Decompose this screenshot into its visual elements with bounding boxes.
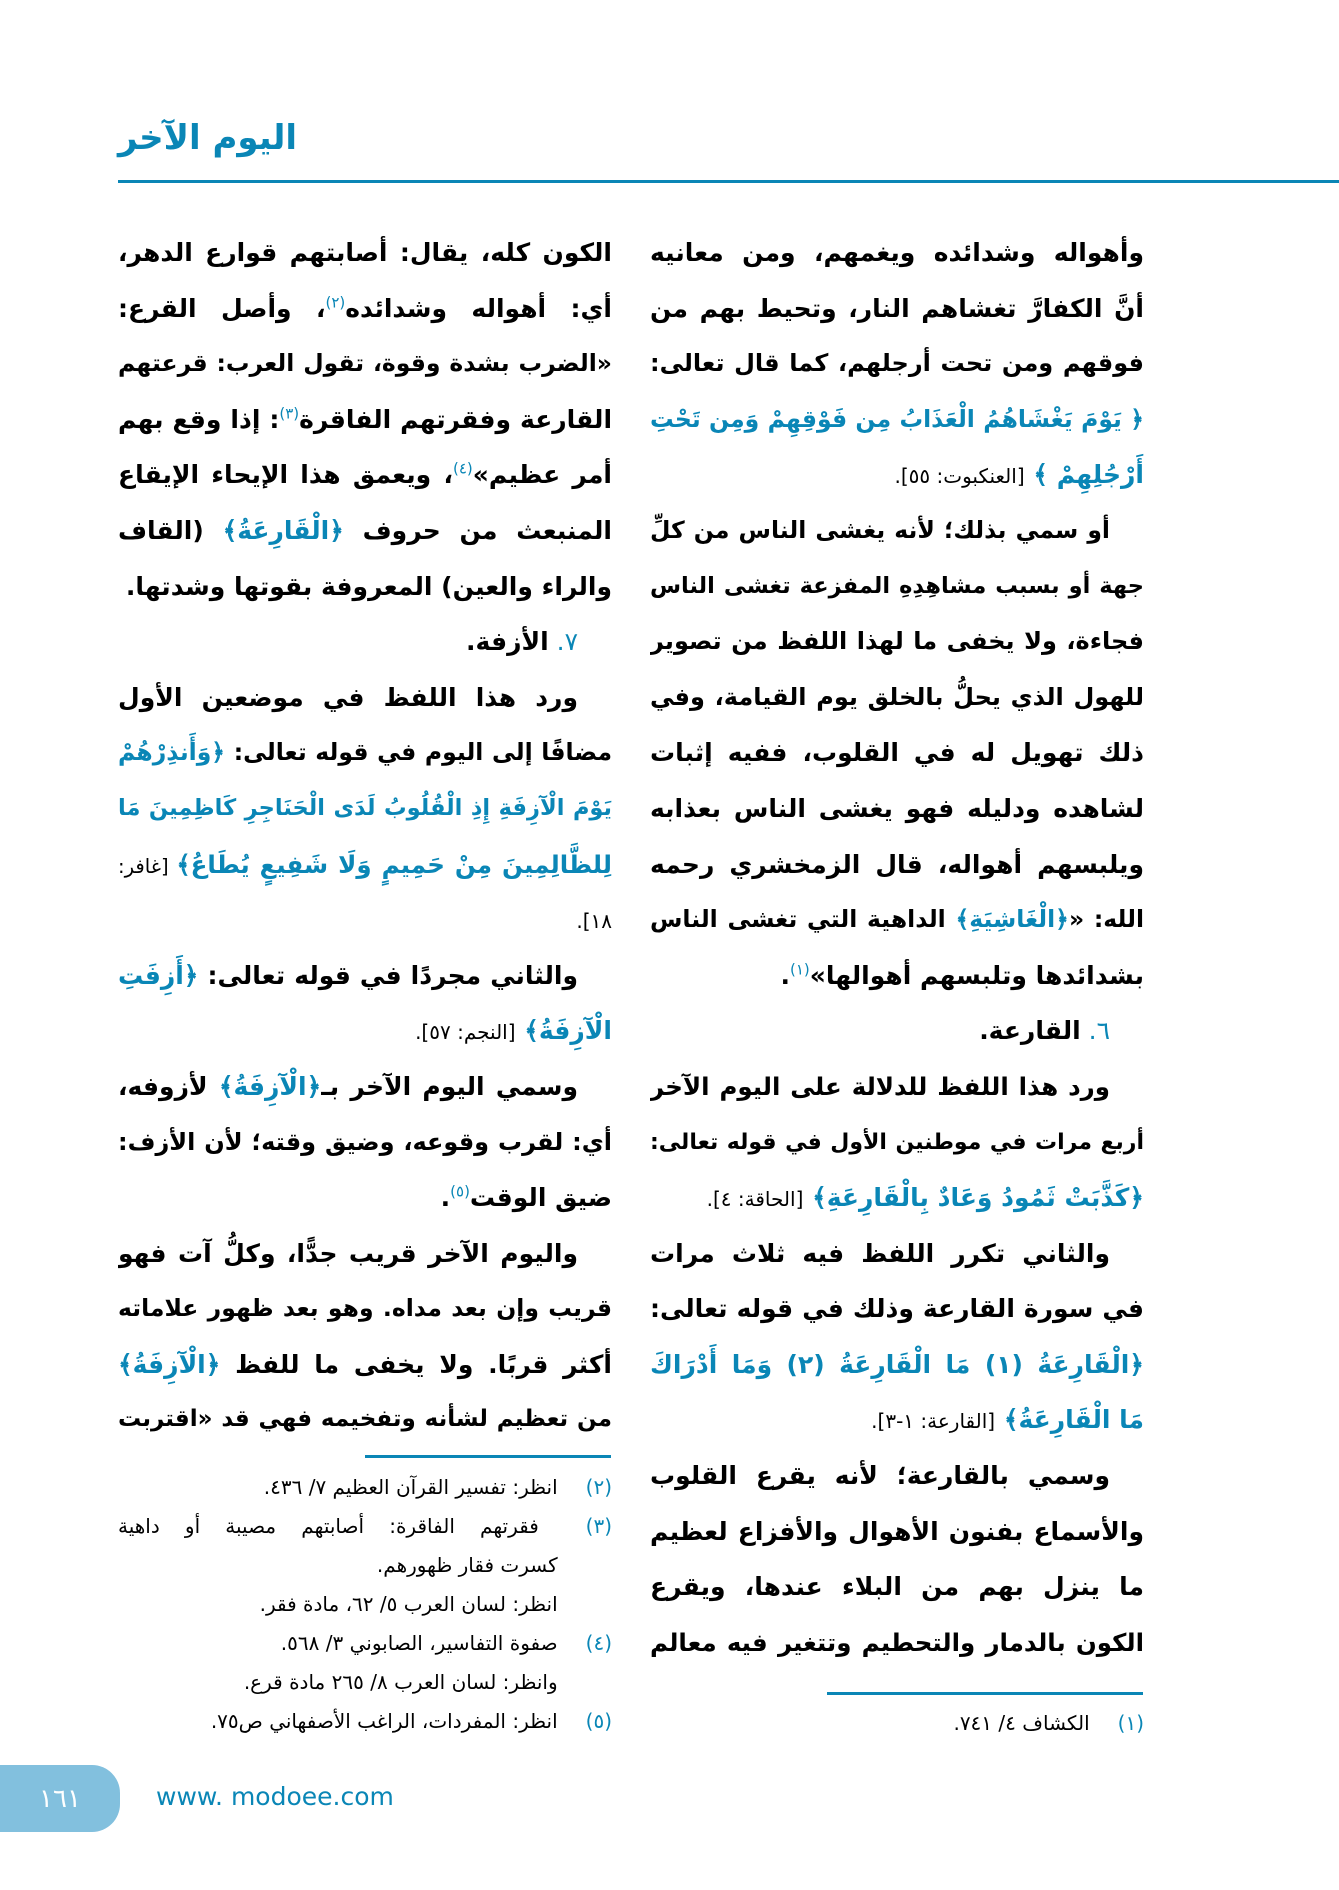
body-text: ورد هذا اللفظ للدلالة على اليوم الآخر — [650, 1071, 1110, 1101]
text-line — [650, 670, 1144, 726]
text-line — [650, 1115, 1144, 1171]
text-line — [118, 447, 612, 503]
footnote-text: وانظر: لسان العرب ٨/ ٢٦٥ مادة قرع. — [243, 1670, 558, 1694]
body-text: والأسماع بفنون الأهوال والأفزاع لعظيم — [650, 1516, 1144, 1546]
body-text: الكون بالدمار والتحطيم وتتغير فيه معالم — [650, 1627, 1144, 1657]
verse-reference: [غافر: — [118, 854, 177, 878]
verse-reference: ١٨]. — [576, 909, 612, 934]
quran-verse: ﴿أَزِفَتِ — [118, 960, 199, 990]
text-line — [650, 1392, 1144, 1448]
text-line — [650, 1226, 1144, 1282]
text-line — [118, 725, 612, 781]
body-text: وسمي بالقارعة؛ لأنه يقرع القلوب — [650, 1461, 1110, 1491]
quran-verse: ﴿كَذَّبَتْ ثَمُودُ وَعَادٌ بِالْقَارِعَةِ﴾ — [803, 1183, 1144, 1213]
footnote-line — [118, 1663, 612, 1702]
body-text: ويلبسهم أهواله، قال الزمخشري رحمه — [650, 849, 1144, 879]
section-number: ٦. — [1080, 1016, 1110, 1046]
body-text: وسمي اليوم الآخر بـ — [321, 1071, 578, 1101]
body-text: : إذا وقع بهم — [118, 404, 280, 434]
body-text: أنَّ الكفارَّ تغشاهم النار، وتحيط بهم من — [650, 293, 1144, 323]
text-line — [118, 225, 612, 281]
body-text: الكون كله، يقال: أصابتهم قوارع الدهر، — [118, 238, 612, 267]
body-text: أكثر قربًا. ولا يخفى ما للفظ — [220, 1349, 612, 1379]
footnote-line — [118, 1507, 612, 1546]
text-line — [650, 837, 1144, 893]
text-line — [118, 503, 612, 559]
footnote-number: (٢) — [585, 1475, 612, 1499]
verse-reference: [النجم: ٥٧]. — [415, 1020, 516, 1045]
verse-reference: [العنكبوت: ٥٥]. — [894, 464, 1025, 489]
footnote-line — [118, 1585, 612, 1624]
body-text: الداهية التي تغشى الناس — [650, 905, 956, 934]
body-text: وأهواله وشدائده ويغمهم، ومن معانيه — [650, 238, 1144, 267]
body-text: قريب وإن بعد مداه. وهو بعد ظهور علاماته — [118, 1294, 612, 1323]
footnote-text: فقرتهم الفاقرة: أصابتهم مصيبة أو داهية — [118, 1514, 539, 1538]
body-text: ما ينزل بهم من البلاء عندها، ويقرع — [650, 1572, 1144, 1602]
body-text: المنبعث من حروف — [343, 515, 612, 545]
body-text: جهة أو بسبب مشاهِدِهِ المفزعة تغشى الناس — [650, 572, 1144, 599]
text-line — [118, 781, 612, 837]
footnote-line — [118, 1624, 612, 1663]
text-line — [118, 670, 612, 726]
footnote-text: انظر: المفردات، الراغب الأصفهاني ص٧٥. — [210, 1709, 558, 1733]
text-line — [118, 837, 612, 893]
footnote-text: انظر: تفسير القرآن العظيم ٧/ ٤٣٦. — [263, 1475, 558, 1499]
body-text: القارعة وفقرتهم الفاقرة — [299, 404, 612, 434]
footnote-line — [650, 1704, 1144, 1743]
text-line — [118, 892, 612, 948]
quran-verse: ﴿الْقَارِعَةُ (١) مَا الْقَارِعَةُ (٢) وَمَا أَدْرَاكَ — [650, 1349, 1144, 1379]
footnote-text: كسرت فقار ظهورهم. — [376, 1553, 558, 1577]
left-text-column — [118, 225, 612, 1448]
footnote-marker[interactable]: (٢) — [325, 293, 346, 312]
quran-verse: مَا الْقَارِعَةُ﴾ — [995, 1405, 1144, 1435]
body-text: من تعظيم لشأنه وتفخيمه فهي قد «اقتربت — [118, 1406, 612, 1433]
body-text: «الضرب بشدة وقوة، تقول العرب: قرعتهم — [118, 349, 612, 378]
text-line — [118, 281, 612, 337]
text-line — [118, 1337, 612, 1393]
body-text: . — [440, 1183, 451, 1213]
footnote-text: صفوة التفاسير، الصابوني ٣/ ٥٦٨. — [280, 1631, 558, 1655]
text-line — [650, 781, 1144, 837]
header-rule — [118, 180, 1339, 183]
body-text: ورد هذا اللفظ في موضعين الأول — [118, 682, 578, 712]
text-line — [650, 1615, 1144, 1671]
body-text: ، ويعمق هذا الإيحاء الإيقاع — [118, 460, 453, 490]
text-line — [118, 1392, 612, 1448]
text-line — [118, 1115, 612, 1171]
body-text: ضيق الوقت — [469, 1183, 612, 1213]
quran-verse: ﴿ يَوْمَ يَغْشَاهُمُ الْعَذَابُ مِن فَوْقِهِمْ وَمِن تَحْتِ — [650, 404, 1144, 433]
footnote-text: الكشاف ٤/ ٧٤١. — [953, 1711, 1090, 1735]
footnotes-left — [118, 1468, 612, 1741]
footnotes-right — [650, 1704, 1144, 1743]
footnote-line — [118, 1702, 612, 1741]
body-text: فوقهم ومن تحت أرجلهم، كما قال تعالى: — [650, 349, 1144, 378]
text-line — [118, 948, 612, 1004]
body-text: القارعة. — [979, 1016, 1081, 1046]
text-line — [650, 948, 1144, 1004]
footnote-line — [118, 1546, 612, 1585]
page-number: ١٦١ — [39, 1783, 81, 1814]
body-text: . — [780, 960, 790, 990]
text-line — [650, 447, 1144, 503]
footnote-text: انظر: لسان العرب ٥/ ٦٢، مادة فقر. — [259, 1592, 558, 1616]
text-line — [650, 614, 1144, 670]
footnote-marker[interactable]: (٣) — [279, 404, 300, 423]
quran-verse: ﴿الْآزِفَةُ﴾ — [118, 1349, 221, 1379]
text-line — [118, 336, 612, 392]
text-line — [650, 1337, 1144, 1393]
footnote-number: (١) — [1117, 1711, 1144, 1735]
text-line — [118, 1170, 612, 1226]
footnote-number: (٣) — [585, 1514, 612, 1538]
text-line — [118, 1281, 612, 1337]
body-text: للهول الذي يحلُّ بالخلق يوم القيامة، وفي — [650, 682, 1144, 711]
footnote-line — [118, 1468, 612, 1507]
page-number-badge — [0, 1765, 120, 1832]
body-text: والراء والعين) المعروفة بقوتها وشدتها. — [125, 571, 612, 601]
text-line — [650, 892, 1144, 948]
text-line — [650, 1448, 1144, 1504]
text-line — [118, 614, 612, 670]
body-text: واليوم الآخر قريب جدًّا، وكلُّ آت فهو — [118, 1238, 578, 1268]
quran-verse: ﴿الْقَارِعَةُ﴾ — [222, 515, 344, 545]
text-line — [650, 503, 1144, 559]
quran-verse: أَرْجُلِهِمْ ﴾ — [1024, 460, 1144, 490]
body-text: أو سمي بذلك؛ لأنه يغشى الناس من كلِّ — [650, 515, 1110, 544]
body-text: أربع مرات في موطنين الأول في قوله تعالى: — [650, 1129, 1144, 1155]
text-line — [650, 1003, 1144, 1059]
quran-verse: لِلظَّالِمِينَ مِنْ حَمِيمٍ وَلَا شَفِيعٍ يُطَاعُ﴾ — [176, 849, 612, 879]
text-line — [650, 1059, 1144, 1115]
text-line — [118, 559, 612, 615]
quran-verse: الْآزِفَةُ﴾ — [515, 1016, 612, 1046]
footnote-separator-left — [365, 1455, 611, 1458]
footnote-marker[interactable]: (٥) — [450, 1182, 470, 1201]
body-text: مضافًا إلى اليوم في قوله تعالى: — [225, 738, 612, 767]
text-line — [650, 725, 1144, 781]
body-text: لشاهده ودليله فهو يغشى الناس بعذابه — [650, 793, 1144, 823]
body-text: بشدائدها وتلبسهم أهوالها» — [809, 960, 1144, 990]
quran-verse: ﴿الْغَاشِيَةِ﴾ — [955, 905, 1069, 934]
body-text: ذلك تهويل له في القلوب، ففيه إثبات — [650, 738, 1144, 768]
quran-verse: ﴿وَأَنذِرْهُمْ — [118, 738, 226, 767]
body-text: لأزوفه، — [118, 1071, 219, 1101]
body-text: أي: أهواله وشدائده — [345, 293, 612, 323]
verse-reference: [الحاقة: ٤]. — [706, 1187, 804, 1212]
running-header-title: اليوم الآخر — [118, 118, 297, 158]
footnote-marker[interactable]: (٤) — [452, 460, 473, 479]
text-line — [650, 281, 1144, 337]
website-url[interactable]: www. modoee.com — [156, 1782, 394, 1811]
section-number: ٧. — [548, 627, 578, 657]
text-line — [650, 1559, 1144, 1615]
footnote-number: (٤) — [585, 1631, 612, 1655]
quran-verse: يَوْمَ الْآزِفَةِ إِذِ الْقُلُوبُ لَدَى الْحَنَاجِرِ كَاظِمِينَ مَا — [118, 794, 612, 821]
text-line — [650, 392, 1144, 448]
footnote-separator-right — [827, 1692, 1143, 1695]
footnote-marker[interactable]: (١) — [789, 960, 810, 979]
text-line — [118, 1059, 612, 1115]
body-text: فجاءة، ولا يخفى ما لهذا اللفظ من تصوير — [650, 627, 1144, 656]
text-line — [118, 1226, 612, 1282]
text-line — [650, 225, 1144, 281]
body-text: ، وأصل القرع: — [118, 293, 326, 323]
body-text: في سورة القارعة وذلك في قوله تعالى: — [650, 1294, 1144, 1324]
verse-reference: [القارعة: ١-٣]. — [871, 1409, 996, 1434]
text-line — [650, 1504, 1144, 1560]
text-line — [650, 1170, 1144, 1226]
body-text: الله: « — [1068, 905, 1144, 934]
body-text: أي: لقرب وقوعه، وضيق وقته؛ لأن الأزف: — [118, 1127, 612, 1156]
right-text-column — [650, 225, 1144, 1670]
body-text: والثاني مجردًا في قوله تعالى: — [198, 960, 578, 990]
text-line — [118, 392, 612, 448]
footnote-number: (٥) — [585, 1709, 612, 1733]
text-line — [650, 559, 1144, 615]
text-line — [118, 1003, 612, 1059]
quran-verse: ﴿الْآزِفَةُ﴾ — [218, 1071, 322, 1101]
body-text: (القاف — [118, 515, 223, 545]
body-text: أمر عظيم» — [472, 460, 612, 490]
body-text: والثاني تكرر اللفظ فيه ثلاث مرات — [650, 1238, 1110, 1268]
text-line — [650, 1281, 1144, 1337]
text-line — [650, 336, 1144, 392]
body-text: الأزفة. — [466, 627, 549, 657]
